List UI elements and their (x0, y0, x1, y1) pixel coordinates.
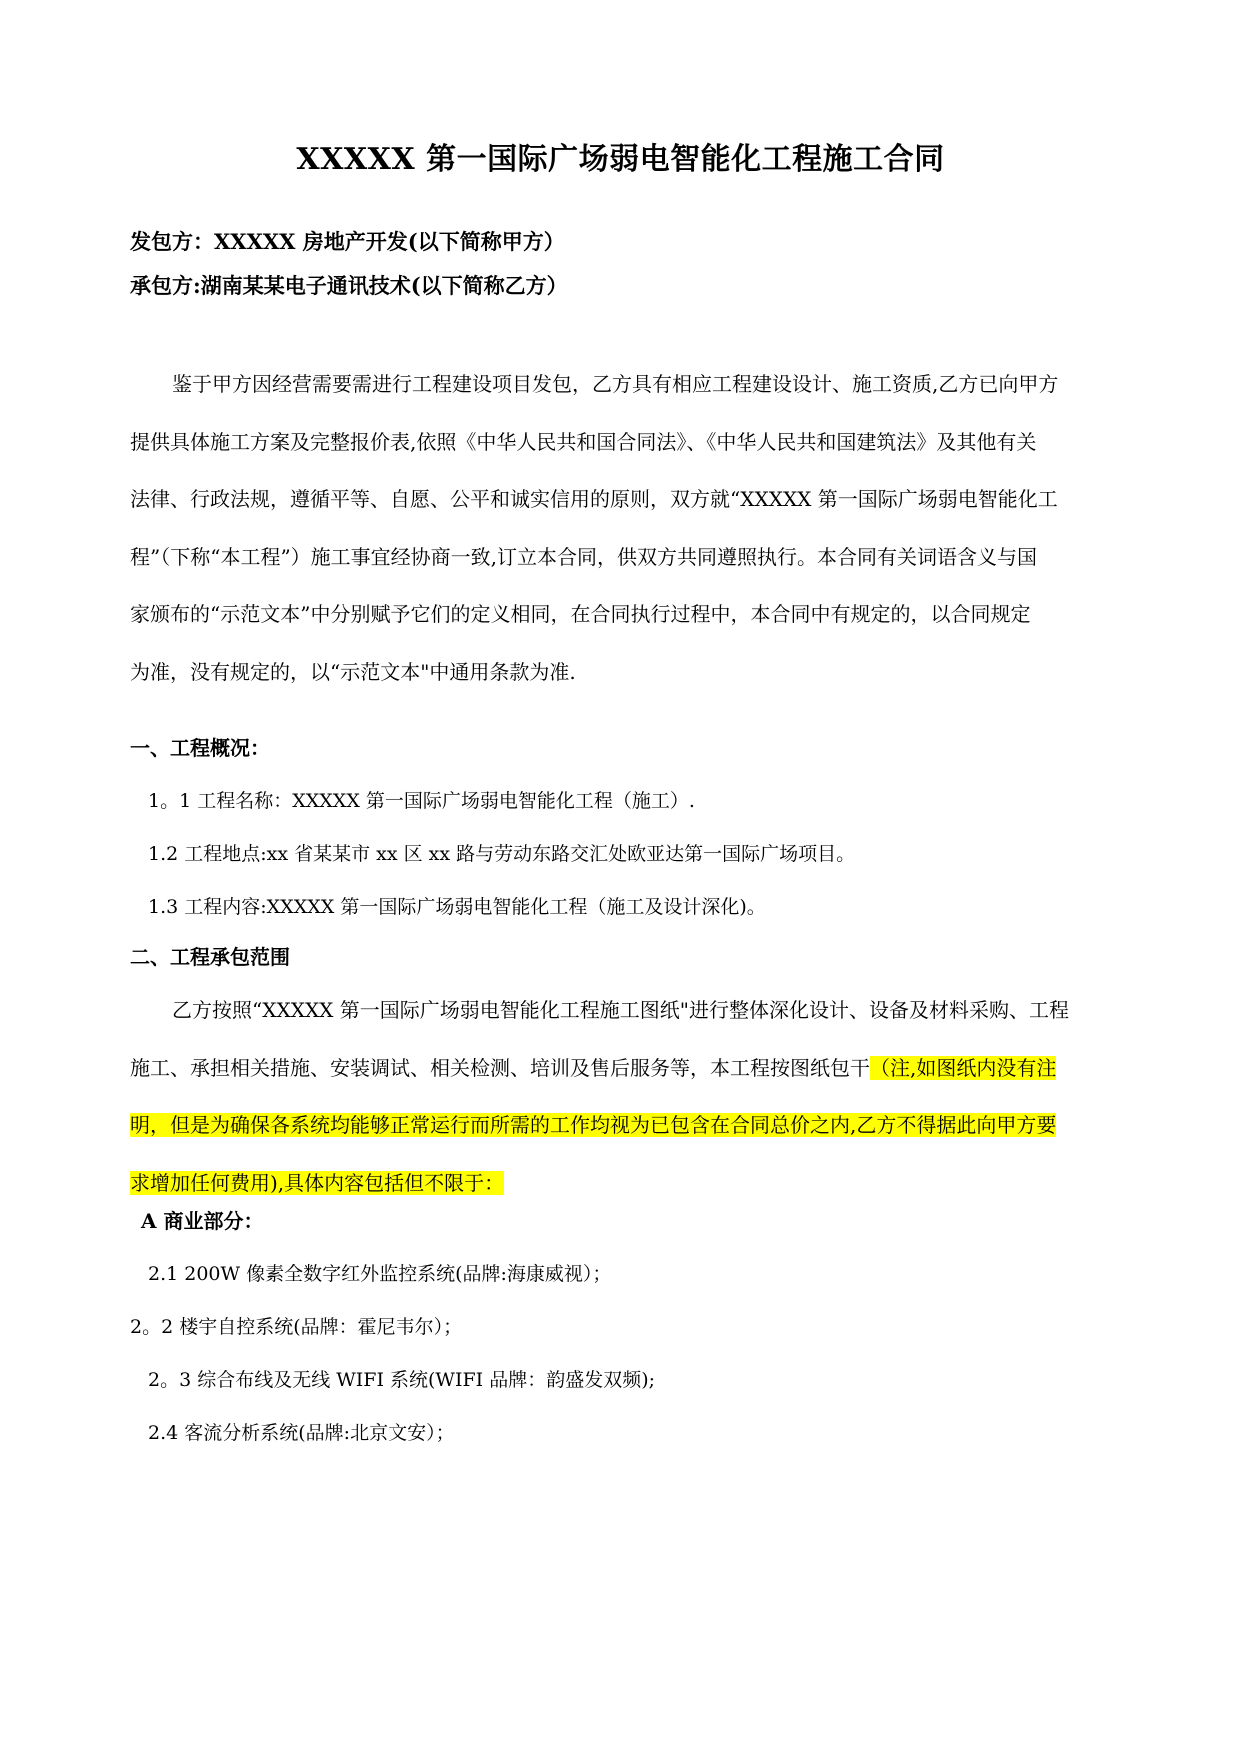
section2-item: 2.4 客流分析系统(品牌:北京文安）； (148, 1422, 455, 1444)
section2-heading: 二、工程承包范围 (130, 945, 290, 969)
section1-item: 1.2 工程地点:xx 省某某市 xx 区 xx 路与劳动东路交汇处欧亚达第一国际广场项目。 (148, 843, 856, 865)
section1-item: 1.3 工程内容:XXXXX 第一国际广场弱电智能化工程（施工及设计深化)。 (148, 896, 766, 918)
highlighted-note: 求增加任何费用),具体内容包括但不限于： (130, 1170, 505, 1195)
scope-line: 施工、承担相关措施、安装调试、相关检测、培训及售后服务等，本工程按图纸包干（注,如图纸内没有注 (130, 1055, 1057, 1080)
preamble-line: 提供具体施工方案及完整报价表,依照《中华人民共和国合同法》、《中华人民共和国建筑法》及其他有关 (130, 429, 1037, 454)
scope-line: 乙方按照“XXXXX 第一国际广场弱电智能化工程施工图纸"进行整体深化设计、设备及材料采购、工程 (172, 998, 1069, 1022)
preamble-line: 鉴于甲方因经营需要需进行工程建设项目发包，乙方具有相应工程建设设计、施工资质,乙方已向甲方 (172, 372, 1059, 396)
preamble-line: 家颁布的“示范文本”中分别赋予它们的定义相同，在合同执行过程中，本合同中有规定的，以合同规定 (130, 602, 1031, 626)
preamble-line: 法律、行政法规，遵循平等、自愿、公平和诚实信用的原则，双方就“XXXXX 第一国际广场弱电智能化工 (130, 487, 1058, 511)
preamble-paragraph (130, 356, 1140, 701)
section1-item: 1。1 工程名称：XXXXX 第一国际广场弱电智能化工程（施工）. (148, 790, 695, 812)
scope-line (130, 1155, 1140, 1213)
commercial-subheading: A 商业部分： (141, 1209, 264, 1233)
preamble-line: 为准，没有规定的，以“示范文本"中通用条款为准. (130, 659, 576, 684)
section2-item: 2。2 楼宇自控系统(品牌：霍尼韦尔）； (130, 1316, 463, 1338)
section1-heading: 一、工程概况： (130, 736, 270, 760)
scope-line (130, 1097, 1140, 1155)
scope-paragraph (130, 982, 1140, 1212)
party-a: 发包方：XXXXX 房地产开发(以下简称甲方） (130, 229, 565, 254)
document-title: XXXXX 第一国际广场弱电智能化工程施工合同 (296, 142, 945, 177)
section2-item: 2.1 200W 像素全数字红外监控系统(品牌:海康威视）； (148, 1263, 612, 1285)
highlighted-note: 明，但是为确保各系统均能够正常运行而所需的工作均视为已包含在合同总价之内,乙方不得据此向甲方要 (130, 1113, 1057, 1137)
section2-item: 2。3 综合布线及无线 WIFI 系统(WIFI 品牌：韵盛发双频); (148, 1369, 656, 1391)
preamble-line: 程”（下称“本工程”）施工事宜经协商一致,订立本合同，供双方共同遵照执行。本合同有关词语含义与国 (130, 544, 1038, 569)
party-b: 承包方:湖南某某电子通讯技术(以下简称乙方） (130, 273, 568, 298)
highlighted-note: （注,如图纸内没有注 (870, 1055, 1057, 1080)
